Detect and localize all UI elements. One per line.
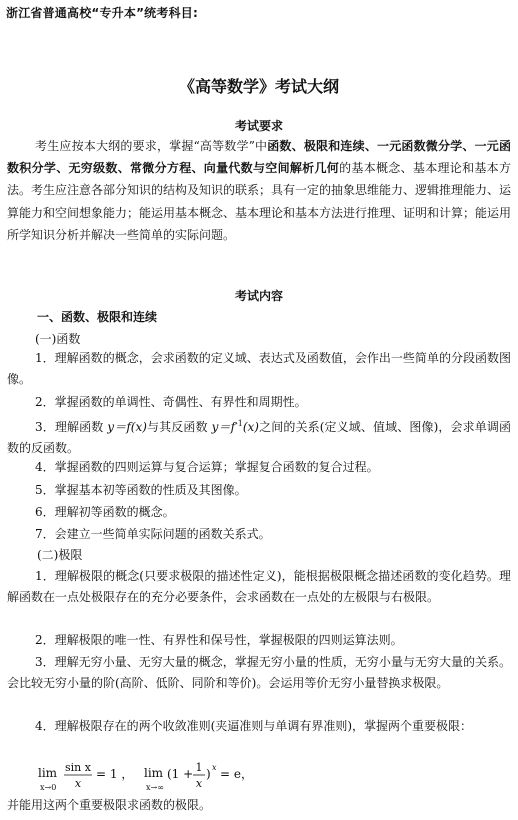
list-item: 2．掌握函数的单调性、奇偶性、有界性和周期性。 <box>35 395 307 409</box>
list-item: 3．理解无穷小量、无穷大量的概念，掌握无穷小量的性质，无穷小量与无穷大量的关系。会比较无穷小量的阶(高阶、低阶、同阶和等价)。会运用等价无穷小量替换求极限。 <box>7 655 511 690</box>
list-item: 7．会建立一些简单实际问题的函数关系式。 <box>35 527 271 541</box>
subsection-heading-limits: (二)极限 <box>37 548 83 562</box>
fraction-b-denominator: x <box>195 777 203 790</box>
item3-text-c: 之间的关系(定义域、值域、图像)，会求单调函数的反函数。 <box>7 420 511 455</box>
fraction-a-denominator: x <box>74 777 82 790</box>
item3-text-a: 3．理解函数 <box>35 420 108 434</box>
requirements-paragraph <box>7 135 511 246</box>
closing-line: 并能用这两个重要极限求函数的极限。 <box>7 798 212 812</box>
list-item: 5．掌握基本初等函数的性质及其图像。 <box>35 483 247 497</box>
section-heading-requirements: 考试要求 <box>234 119 283 133</box>
chapter-heading: 一、函数、极限和连续 <box>37 310 158 324</box>
fraction-b-numerator: 1 <box>195 761 203 774</box>
document-header: 浙江省普通高校“专升本”统考科目: <box>6 6 198 20</box>
fraction-a-numerator: sin x <box>65 761 91 774</box>
document-title: 《高等数学》考试大纲 <box>178 77 339 96</box>
lim-b: lim <box>144 766 164 780</box>
list-item: 6．理解初等函数的概念。 <box>35 505 175 519</box>
lim-b-subscript: x→∞ <box>146 783 164 792</box>
paren-close: ) <box>206 767 211 781</box>
section-heading-content: 考试内容 <box>234 289 283 303</box>
requirements-text-1: 考生应按本大纲的要求，掌握“高等数学”中 <box>35 139 268 153</box>
list-item: 4．理解极限存在的两个收敛准则(夹逼准则与单调有界准则)，掌握两个重要极限： <box>35 719 473 733</box>
function-notation: y＝f(x) <box>107 420 147 434</box>
limit-b-result: = e， <box>220 767 253 781</box>
inverse-function-notation: y＝f <box>211 420 236 434</box>
inverse-function-arg: (x) <box>242 420 259 434</box>
list-item: 1．理解函数的概念，会求函数的定义域、表达式及函数值，会作出一些简单的分段函数图像。 <box>7 351 511 386</box>
lim-a: lim <box>38 766 58 780</box>
important-limits-formula <box>36 760 336 800</box>
lim-a-subscript: x→0 <box>40 783 57 792</box>
list-item: 4．掌握函数的四则运算与复合运算；掌握复合函数的复合过程。 <box>35 460 379 474</box>
subsection-heading-functions: (一)函数 <box>35 332 81 346</box>
requirements-text-2: 的基本概念、基本理论和基本方法。考生应注意各部分知识的结构及知识的联系；具有一定的抽象思维能力、逻辑推理能力、运算能力和空间想象能力；能运用基本概念、基本理论和基本方法进行推理、证明和计算；能运用所学知识分析并解决一些简单的实际问题。 <box>7 161 512 242</box>
exponent-x: x <box>212 763 217 772</box>
paren-open: (1 + <box>167 767 194 781</box>
item3-text-b: 与其反函数 <box>146 420 212 434</box>
requirements-bold-topics: 函数、极限和连续、一元函数微分学、一元函数积分学、无穷级数、常微分方程、向量代数与空间解析几何 <box>7 139 511 176</box>
inverse-exponent: -1 <box>235 419 243 428</box>
list-item <box>7 414 511 458</box>
list-item: 2．理解极限的唯一性、有界性和保号性，掌握极限的四则运算法则。 <box>35 633 403 647</box>
limit-a-result: = 1 ， <box>96 767 134 781</box>
list-item: 1．理解极限的概念(只要求极限的描述性定义)，能根据极限概念描述函数的变化趋势。理解函数在一点处极限存在的充分必要条件，会求函数在一点处的左极限与右极限。 <box>7 569 511 604</box>
